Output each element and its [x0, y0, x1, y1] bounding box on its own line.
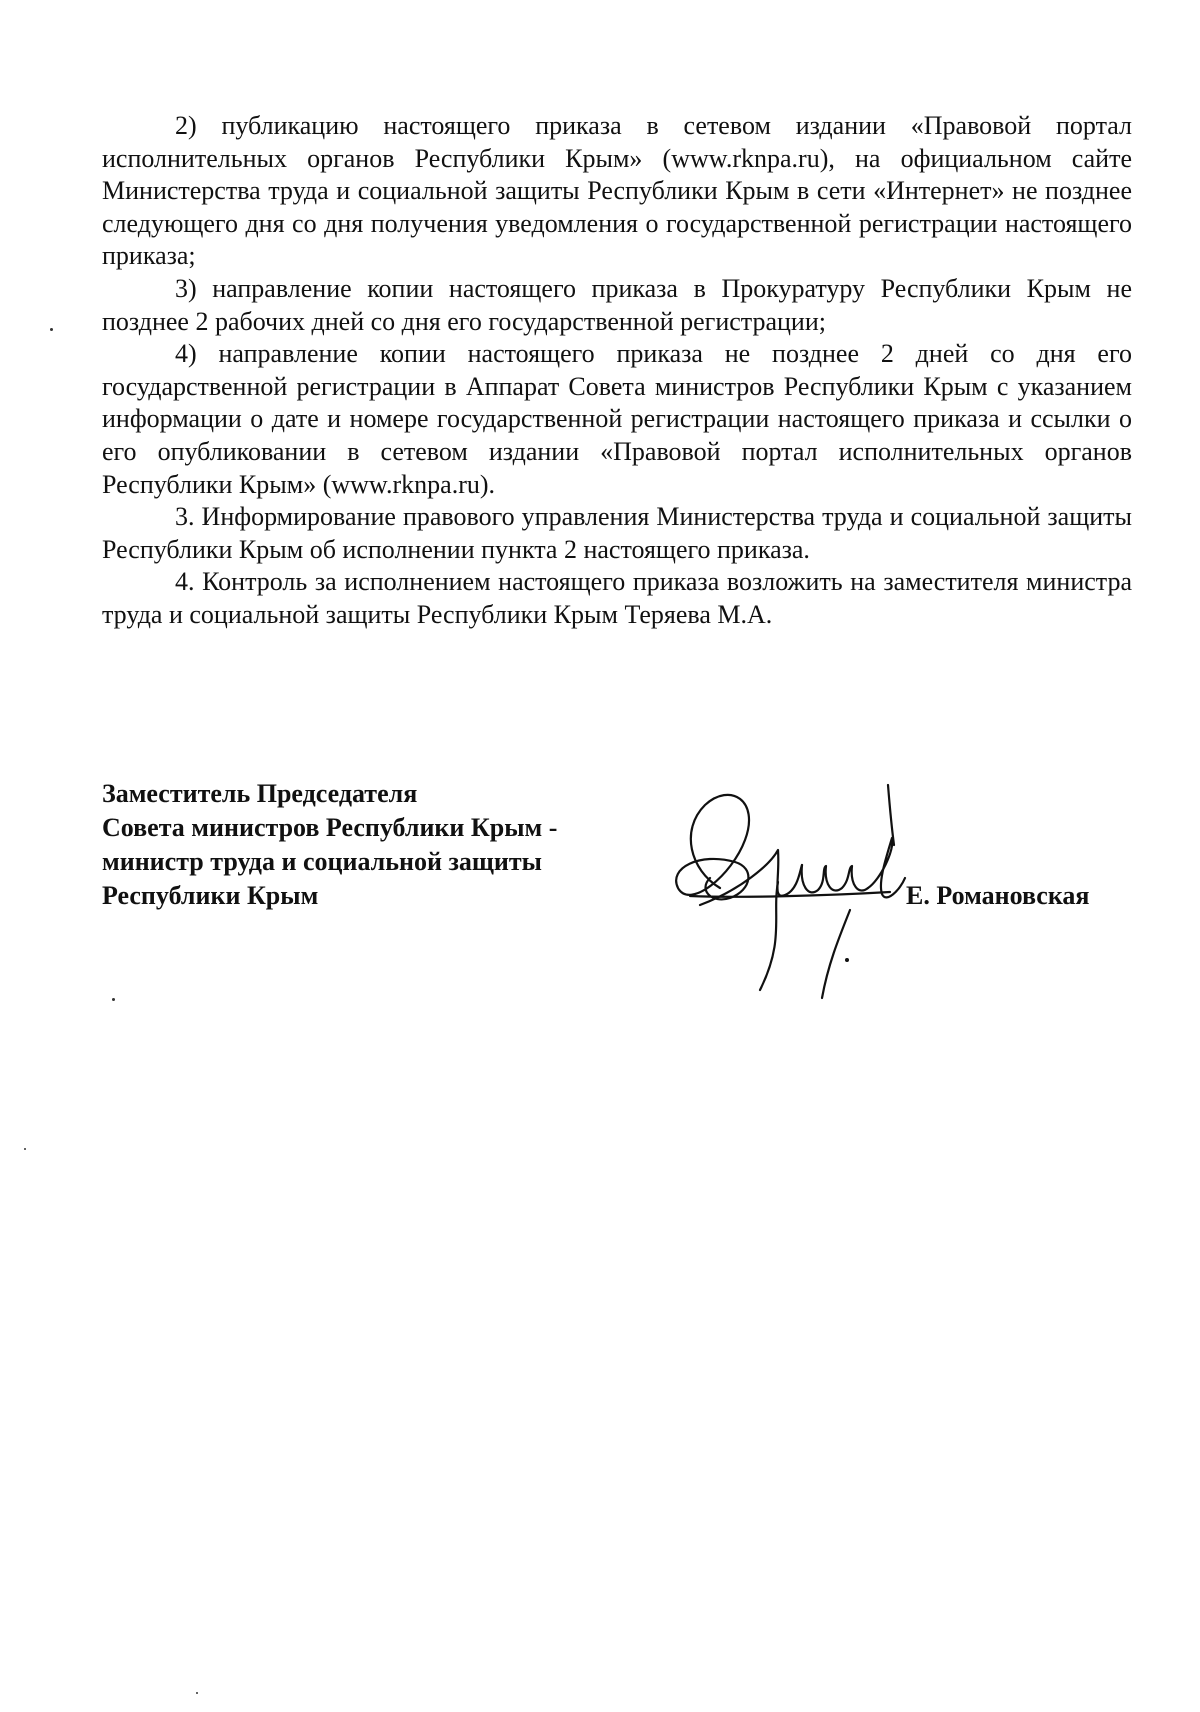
- document-body: [102, 110, 1132, 632]
- signatory-position-line: Республики Крым: [102, 881, 319, 910]
- signatory-position-line: министр труда и социальной защиты: [102, 847, 542, 876]
- scan-speck: [196, 1692, 198, 1694]
- signatory-position-line: Заместитель Председателя: [102, 779, 418, 808]
- scan-speck: [50, 328, 53, 331]
- signer-name: Е. Романовская: [906, 881, 1090, 910]
- scan-speck: [112, 998, 115, 1001]
- paragraph-item-3-prosecutor: 3) направление копии настоящего приказа в Прокуратуру Республики Крым не позднее 2 рабочих дней со дня его государственной регистрации;: [102, 273, 1132, 336]
- signatory-position: [102, 777, 662, 913]
- paragraph-item-4-council: 4) направление копии настоящего приказа не позднее 2 дней со дня его государственной регистрации в Аппарат Совета министров Республики Крым с указанием информации о дате и номере государственной регистрации настоящего приказа и ссылки о его опубликовании в сетевом издании «Правовой портал исполнительных органов Республики Крым» (www.rknpa.ru).: [102, 339, 1132, 499]
- paragraph-item-2-publication: 2) публикацию настоящего приказа в сетевом издании «Правовой портал исполнительных органов Республики Крым» (www.rknpa.ru), на официальном сайте Министерства труда и социальной защиты Республики Крым в сети «Интернет» не позднее следующего дня со дня получения уведомления о государственной регистрации настоящего приказа;: [102, 111, 1132, 271]
- signatory-position-line: Совета министров Республики Крым -: [102, 813, 558, 842]
- scan-speck: [24, 1148, 26, 1150]
- paragraph-point-4: 4. Контроль за исполнением настоящего приказа возложить на заместителя министра труда и социальной защиты Республики Крым Теряева М.А.: [102, 567, 1132, 629]
- paragraph-point-3: 3. Информирование правового управления Министерства труда и социальной защиты Республики Крым об исполнении пункта 2 настоящего приказа.: [102, 502, 1132, 564]
